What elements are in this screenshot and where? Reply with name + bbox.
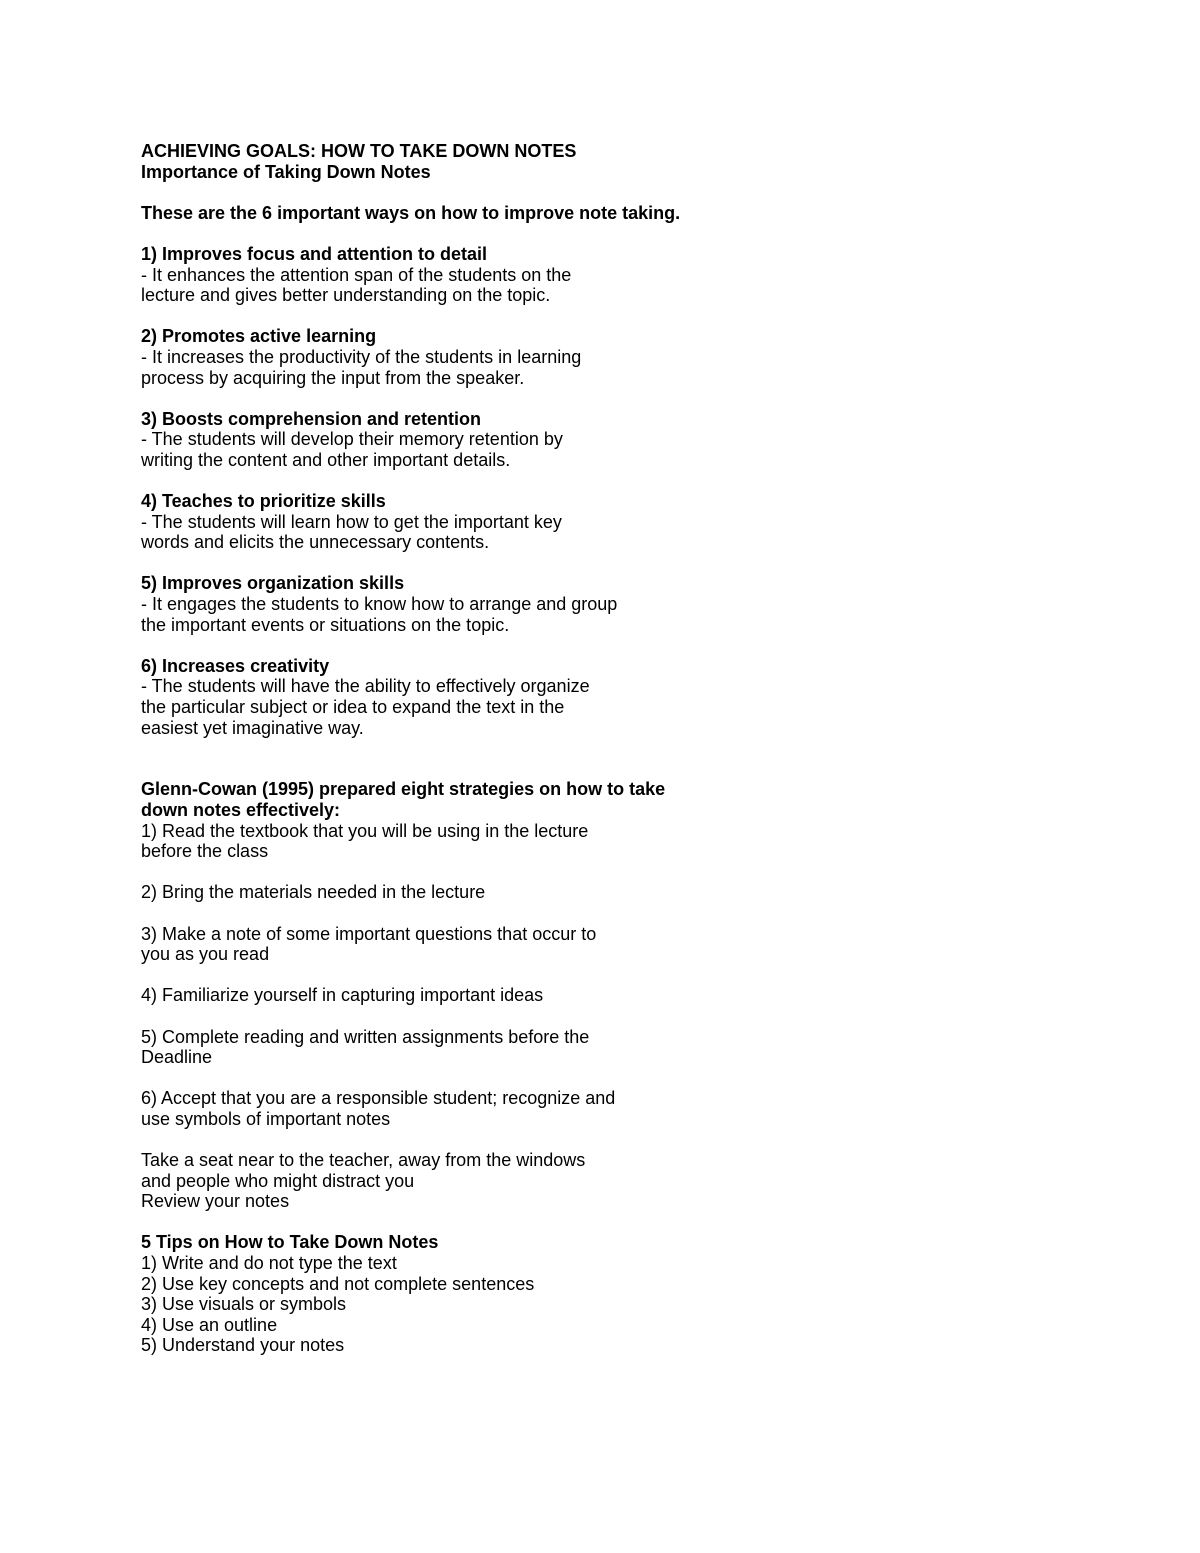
strategy-text: you as you read — [141, 944, 270, 965]
tips-heading: 5 Tips on How to Take Down Notes — [141, 1232, 439, 1253]
way-text: - It enhances the attention span of the students on the — [141, 264, 572, 285]
way-text: lecture and gives better understanding on the topic. — [141, 285, 551, 306]
tip-item: 3) Use visuals or symbols — [141, 1294, 347, 1315]
spacer — [141, 635, 781, 656]
way-text: words and elicits the unnecessary contents. — [141, 532, 490, 553]
way-heading: 4) Teaches to prioritize skills — [141, 491, 386, 512]
strategy-text: Deadline — [141, 1047, 213, 1068]
document-title: ACHIEVING GOALS: HOW TO TAKE DOWN NOTES — [141, 141, 577, 161]
spacer — [141, 471, 781, 492]
way-text: - It engages the students to know how to arrange and group — [141, 594, 618, 615]
strategy-text: 6) Accept that you are a responsible student; recognize and — [141, 1088, 616, 1109]
way-heading: 6) Increases creativity — [141, 655, 330, 676]
way-heading: 2) Promotes active learning — [141, 326, 377, 347]
way-text: process by acquiring the input from the speaker. — [141, 367, 525, 388]
strategies-heading: Glenn-Cowan (1995) prepared eight strategies on how to take — [141, 779, 666, 800]
spacer — [141, 903, 781, 924]
tip-item: 1) Write and do not type the text — [141, 1253, 397, 1274]
spacer — [141, 1212, 781, 1233]
strategy-text: Take a seat near to the teacher, away from the windows — [141, 1150, 586, 1171]
spacer — [141, 1130, 781, 1151]
strategy-text: before the class — [141, 841, 269, 862]
strategy-text: Review your notes — [141, 1191, 290, 1212]
document-page — [141, 141, 781, 1356]
tip-item: 2) Use key concepts and not complete sentences — [141, 1273, 535, 1294]
document-subtitle: Importance of Taking Down Notes — [141, 161, 431, 182]
strategy-text: 1) Read the textbook that you will be using in the lecture — [141, 820, 589, 841]
spacer — [141, 862, 781, 883]
way-heading: 3) Boosts comprehension and retention — [141, 408, 482, 429]
spacer — [141, 965, 781, 986]
way-text: easiest yet imaginative way. — [141, 717, 364, 738]
strategy-text: 3) Make a note of some important questions that occur to — [141, 923, 597, 944]
spacer — [141, 182, 781, 203]
spacer — [141, 1068, 781, 1089]
spacer — [141, 1006, 781, 1027]
strategy-text: 2) Bring the materials needed in the lecture — [141, 882, 486, 903]
spacer — [141, 553, 781, 574]
strategy-text: and people who might distract you — [141, 1170, 415, 1191]
way-text: - The students will have the ability to effectively organize — [141, 676, 590, 697]
way-heading: 1) Improves focus and attention to detail — [141, 243, 488, 264]
way-text: writing the content and other important details. — [141, 449, 511, 470]
strategy-text: 4) Familiarize yourself in capturing important ideas — [141, 985, 544, 1006]
way-text: - It increases the productivity of the students in learning — [141, 346, 582, 367]
spacer — [141, 223, 781, 244]
way-text: the important events or situations on the topic. — [141, 614, 510, 635]
strategies-heading: down notes effectively: — [141, 800, 341, 820]
way-heading: 5) Improves organization skills — [141, 573, 405, 594]
tip-item: 4) Use an outline — [141, 1314, 278, 1335]
way-text: - The students will learn how to get the important key — [141, 511, 562, 532]
tip-item: 5) Understand your notes — [141, 1335, 345, 1356]
way-text: the particular subject or idea to expand the text in the — [141, 697, 565, 718]
strategy-text: 5) Complete reading and written assignments before the — [141, 1026, 590, 1047]
strategy-text: use symbols of important notes — [141, 1108, 391, 1129]
intro-text: These are the 6 important ways on how to improve note taking. — [141, 202, 681, 223]
spacer — [141, 306, 781, 327]
spacer — [141, 388, 781, 409]
way-text: - The students will develop their memory retention by — [141, 429, 563, 450]
spacer — [141, 738, 781, 779]
